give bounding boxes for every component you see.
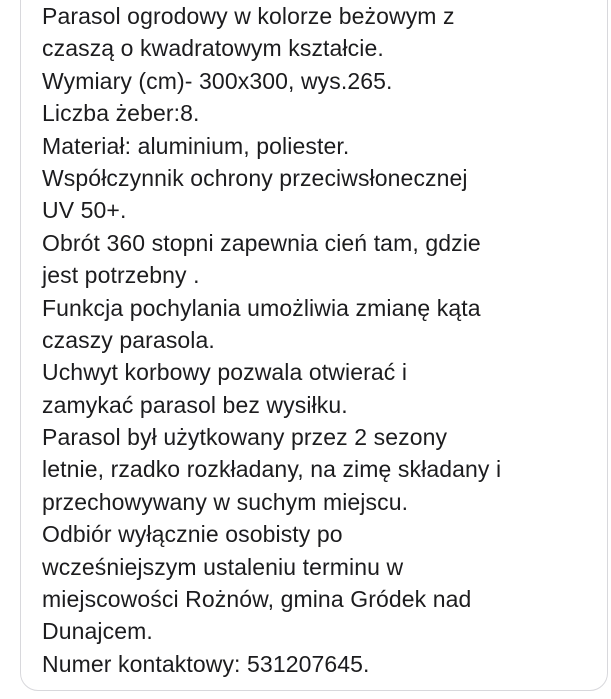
description-line: letnie, rzadko rozkładany, na zimę składany i: [42, 456, 502, 483]
description-line: jest potrzebny .: [42, 262, 200, 289]
description-line: Parasol był użytkowany przez 2 sezony: [42, 424, 448, 451]
description-line: Materiał: aluminium, poliester.: [42, 132, 350, 159]
description-line: czaszą o kwadratowym kształcie.: [42, 35, 384, 62]
description-line: Odbiór wyłącznie osobisty po: [42, 521, 343, 548]
description-line: Numer kontaktowy: 531207645.: [42, 650, 370, 677]
description-line: Liczba żeber:8.: [42, 100, 200, 127]
description-line: zamykać parasol bez wysiłku.: [42, 391, 348, 418]
description-line: wcześniejszym ustaleniu terminu w: [42, 553, 404, 580]
description-line: czaszy parasola.: [42, 326, 215, 353]
description-line: Obrót 360 stopni zapewnia cień tam, gdzie: [42, 229, 481, 256]
item-description: [42, 0, 608, 680]
description-line: Funkcja pochylania umożliwia zmianę kąta: [42, 294, 481, 321]
description-line: Współczynnik ochrony przeciwsłonecznej: [42, 164, 468, 191]
description-line: UV 50+.: [42, 197, 127, 224]
description-line: Wymiary (cm)- 300x300, wys.265.: [42, 67, 393, 94]
description-line: Dunajcem.: [42, 618, 153, 645]
description-line: Uchwyt korbowy pozwala otwierać i: [42, 359, 408, 386]
description-line: miejscowości Rożnów, gmina Gródek nad: [42, 586, 472, 613]
description-line: Parasol ogrodowy w kolorze beżowym z: [42, 3, 455, 29]
description-line: przechowywany w suchym miejscu.: [42, 488, 409, 515]
